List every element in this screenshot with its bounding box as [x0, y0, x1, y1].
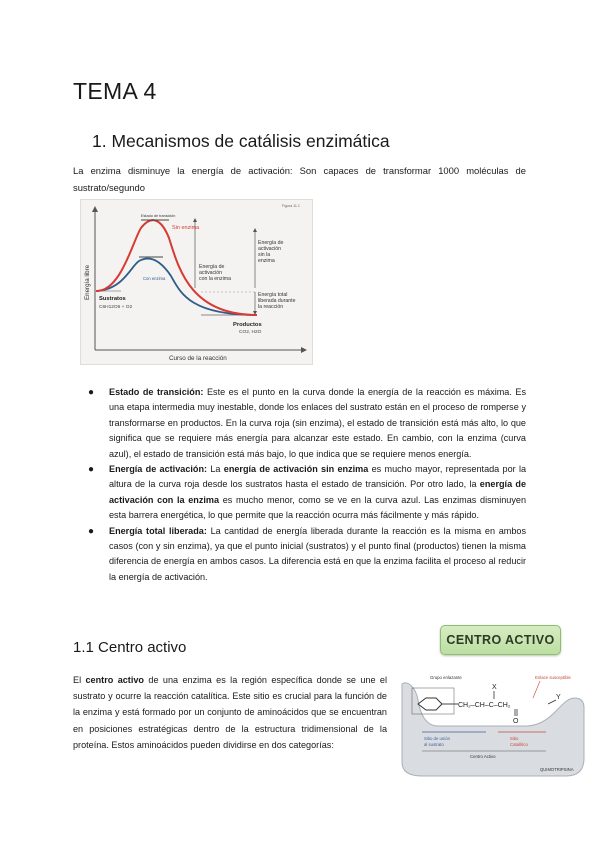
products-formula: CO2, H2O [239, 330, 262, 335]
activation-energy-figure [80, 199, 313, 365]
substrates-formula: C6H12O6 + O2 [99, 305, 133, 310]
x-axis-arrow [301, 347, 307, 353]
paragraph-text: de una enzima es la región específica donde se une el sustrato y ocurre la reacción catalítica. Este sitio es crucial para la función de la enzima y está formado por un conjunto de aminoácidos que se encuentran en posiciones estratégicas dentro de la estructura tridimensional de la proteína. Estos aminoácidos pueden dividirse en dos categorías: [73, 675, 388, 750]
ea-sin-line-4: enzima [258, 258, 275, 264]
transition-state-label: Estado de transición [141, 214, 176, 218]
x-group: X [492, 684, 497, 691]
active-center-label: Centro Activo [470, 754, 496, 759]
ea-sin-line-1: Energía de [258, 240, 284, 246]
without-enzyme-label: Sin enzima [172, 225, 200, 231]
aromatic-ring [418, 698, 442, 710]
energy-diagram [81, 200, 312, 364]
list-item [88, 462, 526, 524]
bullet-term: Energía de activación: [109, 464, 208, 475]
susceptible-bond-label: Enlace susceptible [535, 675, 571, 680]
bullet-term: Energía total liberada: [109, 525, 207, 536]
paragraph-term: centro activo [85, 675, 144, 685]
with-enzyme-label: Con enzima [143, 276, 166, 281]
total-energy-text [258, 292, 296, 310]
bullet-text: es mucho menor, como se ve en la curva azul. Las enzimas disminuyen esta barrera energética, lo que permite que la reacción ocurra más fácilmente y más rápido. [109, 494, 527, 521]
ea-with-text [199, 264, 231, 282]
ea-sin-line-2: activación [258, 246, 282, 252]
oxygen-atom: O [513, 718, 519, 725]
susceptible-bond-pointer [533, 681, 540, 698]
binding-site-label-1: Sitio de unión [424, 736, 451, 741]
section-heading: 1. Mecanismos de catálisis enzimática [92, 131, 390, 151]
total-line-2: liberada durante [258, 298, 296, 304]
active-site-badge: CENTRO ACTIVO [440, 625, 561, 655]
ea-without-arrow-head [193, 218, 197, 222]
enzyme-name-label: QUIMOTRIPSINA [540, 767, 574, 772]
bullet-bold: energía de activación con la enzima [109, 479, 526, 505]
active-site-figure [398, 666, 585, 779]
total-line-3: la reacción [258, 304, 284, 310]
list-item [88, 524, 526, 586]
intro-paragraph: La enzima disminuye la energía de activación: Son capaces de transformar 1000 moléculas de sustrato/segundo [73, 165, 526, 193]
ea-con-line-3: con la enzima [199, 276, 232, 282]
active-site-diagram [398, 666, 585, 779]
catalytic-site-label-1: Sitio [510, 736, 519, 741]
x-axis-label: Curso de la reacción [169, 355, 227, 362]
y-axis-label: Energía libre [84, 264, 91, 300]
ea-without-text [258, 240, 283, 264]
y-bond [548, 700, 556, 704]
y-axis-arrow [92, 206, 98, 212]
ea-con-line-2: activación [199, 270, 223, 276]
bullet-text: La cantidad de energía liberada durante la reacción es la misma en ambos casos (con y sin enzima), ya que el punto inicial (sustratos) y el punto final (productos) tienen la misma diferencia de energía en ambos casos. La diferencia está en que la enzima facilita el proceso al reducir la energía de activación. [109, 525, 527, 582]
subsection-heading: 1.1 Centro activo [73, 639, 187, 656]
total-line-1: Energía total [258, 292, 288, 298]
bullet-term: Estado de transición: [109, 387, 204, 397]
y-group: Y [556, 694, 561, 701]
ea-con-line-1: Energía de [199, 264, 225, 270]
bullet-text: Este es el punto en la curva donde la energía de la reacción es máxima. Es una etapa intermedia muy inestable, donde los enlaces del sustrato están en el proceso de romperse y transformarse en productos. En la curva roja (sin enzima), el estado de transición está más alto, lo que significa que se requiere más energía para alcanzar este estado. En cambio, con la enzima (curva azul), el estado de transición está más bajo, lo que indica que se requiere menos energía. [109, 387, 526, 459]
chain-formula: CH₂–CH–C–CH₂ [458, 702, 511, 709]
catalytic-site-label-2: Catalítico [510, 742, 528, 747]
binding-site-label-2: al sustrato [424, 742, 444, 747]
substrates-label: Sustratos [99, 296, 126, 302]
bullet-text: La [210, 464, 221, 475]
active-site-paragraph [73, 672, 387, 753]
ea-bracket-arrow-head [253, 228, 257, 232]
ea-sin-line-3: sin la [258, 252, 271, 258]
bullet-dot: ● [88, 387, 95, 398]
page-title: TEMA 4 [73, 78, 157, 104]
bullet-bold: energía de activación sin enzima [223, 464, 369, 475]
figure-number: Figura 11.1 [282, 204, 300, 208]
bullet-dot: ● [88, 464, 95, 476]
bullet-dot: ● [88, 525, 95, 537]
paragraph-text: El [73, 675, 82, 685]
bullet-text: es mucho mayor, representada por la altura de la curva roja desde los sustratos hasta el estado de transición. Por otro lado, la [109, 464, 527, 490]
list-item [88, 385, 526, 462]
bullet-list [88, 385, 526, 585]
products-label: Productos [233, 322, 262, 328]
binding-group-label: Grupo enlazante [430, 675, 462, 680]
